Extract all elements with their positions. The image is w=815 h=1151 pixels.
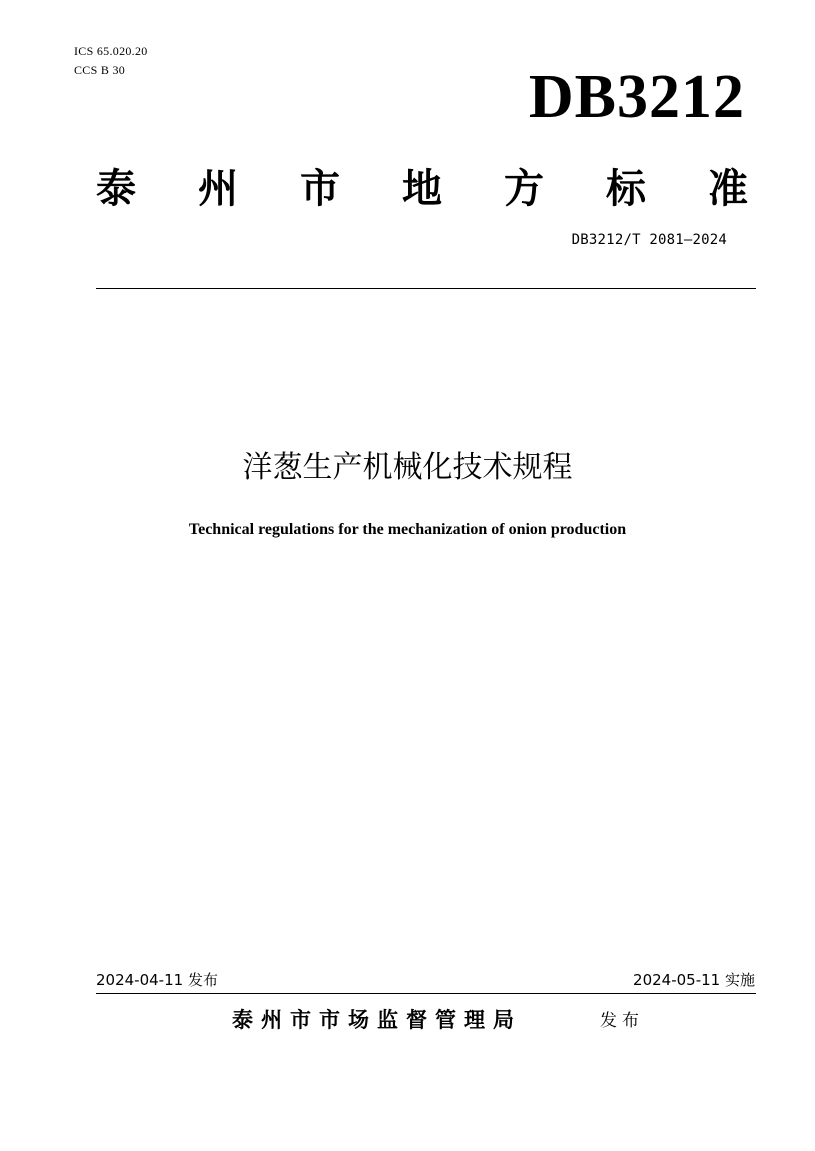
ics-code: ICS 65.020.20: [74, 44, 148, 58]
standard-type-char: 标: [606, 165, 646, 212]
document-title-chinese: 洋葱生产机械化技术规程: [242, 450, 573, 485]
implementation-date: 2024-05-11 实施: [633, 971, 755, 989]
header-divider: [96, 288, 756, 289]
standard-code: DB3212: [528, 63, 745, 131]
ccs-code: CCS B 30: [74, 63, 126, 77]
document-title-english: Technical regulations for the mechanization of onion production: [188, 521, 627, 538]
standard-type-char: 州: [198, 165, 238, 212]
issuer-action: 发布: [600, 1011, 644, 1031]
issue-date: 2024-04-11 发布: [96, 971, 218, 989]
standard-type-char: 方: [504, 165, 544, 212]
standard-type-char: 地: [402, 165, 442, 212]
standard-type-char: 准: [708, 165, 748, 212]
standard-type-char: 泰: [96, 165, 136, 212]
standard-type-title: [96, 166, 748, 212]
standard-type-char: 市: [300, 165, 340, 212]
issuing-authority: 泰州市市场监督管理局: [232, 1007, 522, 1032]
footer-divider: [96, 993, 756, 994]
standard-number: DB3212/T 2081—2024: [571, 232, 727, 248]
